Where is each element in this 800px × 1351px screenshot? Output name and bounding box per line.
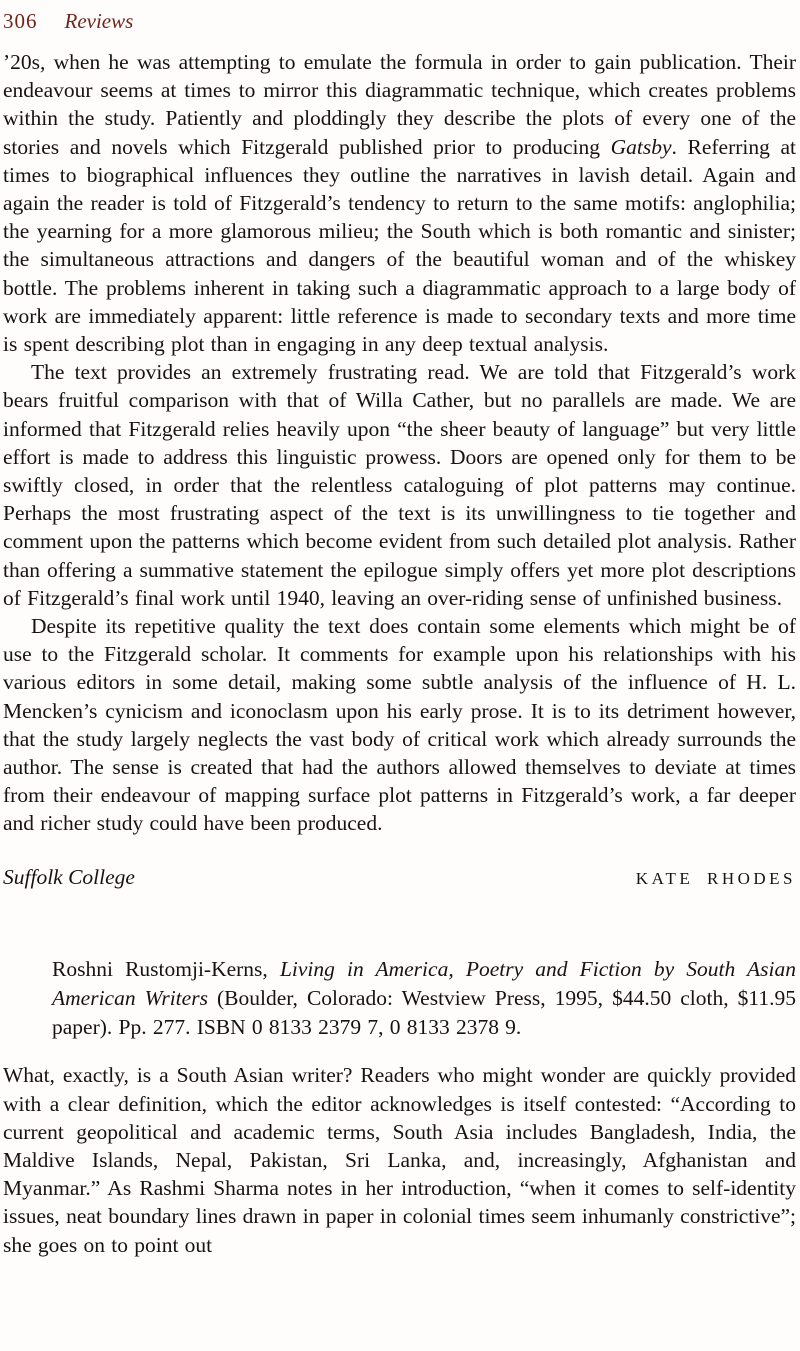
review-living-in-america bbox=[3, 955, 796, 1259]
review-paragraph: Despite its repetitive quality the text does contain some elements which might be of use to the Fitzgerald scholar. It comments for example upon his relationships with his various editors in some detail, making some subtle analysis of the influence of H. L. Mencken’s cynicism and iconoclasm upon his early prose. It is to its detriment however, that the study largely neglects the vast body of critical work which already surrounds the author. The sense is created that had the authors allowed themselves to deviate at times from their endeavour of mapping surface plot patterns in Fitzgerald’s work, a far deeper and richer study could have been produced. bbox=[3, 614, 796, 836]
review-signature bbox=[3, 863, 796, 893]
reviewer-affiliation: Suffolk College bbox=[3, 864, 135, 889]
review-paragraph: ’20s, when he was attempting to emulate the formula in order to gain publication. Their endeavour seems at times to mirror this diagrammatic technique, which creates problems within the study. Patiently and ploddingly they describe the plots of every one of the stories and novels which Fitzgerald published prior to producing Gatsby. Referring at times to biographical influences they outline the narratives in lavish detail. Again and again the reader is told of Fitzgerald’s tendency to return to the same motifs: anglophilia; the yearning for a more glamorous milieu; the South which is both romantic and sinister; the simultaneous attractions and dangers of the beautiful woman and of the whiskey bottle. The problems inherent in taking such a diagrammatic approach to a large body of work are immediately apparent: little reference is made to secondary texts and more time is spent describing plot than in engaging in any deep textual analysis. bbox=[3, 50, 796, 357]
book-citation: Roshni Rustomji-Kerns, Living in America, Poetry and Fiction by South Asian American Writers (Boulder, Colorado: Westview Press, 1995, $44.50 cloth, $11.95 paper). Pp. 277. ISBN 0 8133 2379 7, 0 8133 2378 9. bbox=[52, 956, 796, 1040]
running-head bbox=[3, 7, 796, 35]
reviewer-name: KATE RHODES bbox=[635, 868, 796, 888]
review-paragraph: What, exactly, is a South Asian writer? Readers who might wonder are quickly provided with a clear definition, which the editor acknowledges is itself contested: “According to current geopolitical and academic terms, South Asia includes Bangladesh, India, the Maldive Islands, Nepal, Pakistan, Sri Lanka, and, increasingly, Afghanistan and Myanmar.” As Rashmi Sharma notes in her introduction, “when it comes to self-identity issues, neat boundary lines drawn in paper in colonial times seem inhumanly constrictive”; she goes on to point out bbox=[3, 1063, 796, 1257]
review-fitzgerald-continuation bbox=[3, 48, 796, 893]
section-title: Reviews bbox=[64, 9, 134, 33]
review-body bbox=[3, 1061, 796, 1258]
review-paragraph: The text provides an extremely frustrating read. We are told that Fitzgerald’s work bears fruitful comparison with that of Willa Cather, but no parallels are made. We are informed that Fitzgerald relies heavily upon “the sheer beauty of language” but very little effort is made to address this linguistic prowess. Doors are opened only for them to be swiftly closed, in order that the relentless cataloguing of plot patterns may continue. Perhaps the most frustrating aspect of the text is its unwillingness to tie together and comment upon the patterns which become evident from such detailed plot analysis. Rather than offering a summative statement the epilogue simply offers yet more plot descriptions of Fitzgerald’s final work until 1940, leaving an over-riding sense of unfinished business. bbox=[3, 360, 796, 610]
page-number: 306 bbox=[3, 9, 38, 33]
